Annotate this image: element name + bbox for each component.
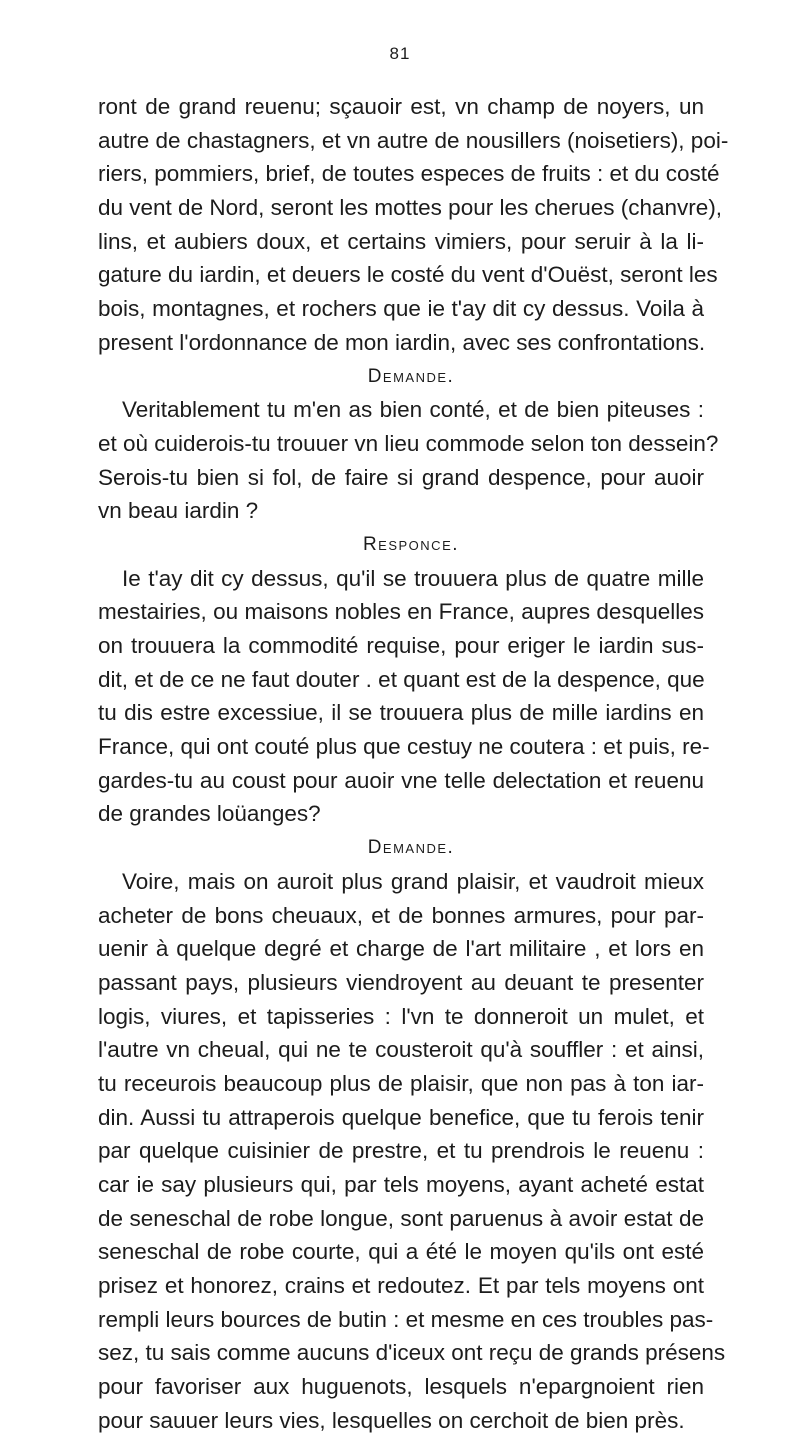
text-line: de grandes loüanges?: [98, 801, 321, 827]
page-number: 81: [389, 44, 411, 63]
text-line: riers, pommiers, brief, de toutes especes de fruits : et du costé: [98, 161, 720, 187]
text-line: sez, tu sais comme aucuns d'iceux ont reçu de grands présens: [98, 1340, 726, 1366]
text-line: seneschal de robe courte, qui a été le moyen qu'ils ont esté: [98, 1239, 704, 1265]
text-line: pour favoriser aux huguenots, lesquels n'epargnoient rien: [98, 1374, 704, 1400]
text-line: rempli leurs bources de butin : et mesme en ces troubles pas-: [98, 1306, 714, 1332]
text-line: autre de chastagners, et vn autre de nousillers (noisetiers), poi-: [98, 127, 729, 153]
section-heading: Demande.: [367, 365, 455, 387]
text-line: logis, viures, et tapisseries : l'vn te donneroit un mulet, et: [98, 1003, 704, 1029]
text-line: mestairies, ou maisons nobles en France, aupres desquelles: [98, 599, 704, 625]
text-line: vn beau iardin ?: [98, 498, 259, 524]
section-heading: Responce.: [362, 533, 460, 555]
paragraph: [98, 90, 729, 360]
text-line: din. Aussi tu attraperois quelque benefice, que tu ferois tenir: [98, 1104, 704, 1130]
text-line: du vent de Nord, seront les mottes pour les cherues (chanvre),: [98, 195, 723, 221]
text-line: tu dis estre excessiue, il se trouuera plus de mille iardins en: [98, 700, 704, 726]
text-line: Ie t'ay dit cy dessus, qu'il se trouuera plus de quatre mille: [122, 565, 704, 591]
text-line: gardes-tu au coust pour auoir vne telle delectation et reuenu: [98, 767, 704, 793]
text-line: Serois-tu bien si fol, de faire si grand despence, pour auoir: [98, 464, 704, 490]
text-line: Voire, mais on auroit plus grand plaisir, et vaudroit mieux: [122, 868, 704, 894]
text-line: passant pays, plusieurs viendroyent au deuant te presenter: [98, 969, 704, 995]
text-line: bois, montagnes, et rochers que ie t'ay dit cy dessus. Voila à: [98, 296, 704, 322]
text-line: par quelque cuisinier de prestre, et tu prendrois le reuenu :: [98, 1138, 704, 1164]
text-line: gature du iardin, et deuers le costé du vent d'Ouëst, seront les: [98, 262, 718, 288]
paragraph: [98, 865, 726, 1438]
text-line: et où cuiderois-tu trouuer vn lieu commode selon ton dessein?: [98, 430, 719, 456]
text-line: present l'ordonnance de mon iardin, avec ses confrontations.: [98, 329, 706, 355]
text-line: acheter de bons cheuaux, et de bonnes armures, pour par-: [98, 902, 704, 928]
text-line: France, qui ont couté plus que cestuy ne coutera : et puis, re-: [98, 734, 710, 760]
text-line: pour sauuer leurs vies, lesquelles on cerchoit de bien près.: [98, 1407, 685, 1433]
paragraph: [98, 562, 710, 832]
section-heading: Demande.: [367, 837, 455, 859]
paragraph: [98, 393, 719, 528]
text-line: uenir à quelque degré et charge de l'art militaire , et lors en: [98, 936, 704, 962]
text-line: ront de grand reuenu; sçauoir est, vn champ de noyers, un: [98, 94, 704, 119]
text-line: dit, et de ce ne faut douter . et quant est de la despence, que: [98, 666, 705, 692]
text-line: lins, et aubiers doux, et certains vimiers, pour seruir à la li-: [98, 228, 704, 254]
text-line: prisez et honorez, crains et redoutez. Et par tels moyens ont: [98, 1273, 704, 1299]
text-line: l'autre vn cheual, qui ne te cousteroit qu'à souffler : et ainsi,: [98, 1037, 704, 1063]
text-line: Veritablement tu m'en as bien conté, et de bien piteuses :: [122, 397, 704, 423]
text-line: on trouuera la commodité requise, pour eriger le iardin sus-: [98, 633, 704, 658]
page-body: [98, 90, 729, 1438]
text-line: de seneschal de robe longue, sont paruenus à avoir estat de: [98, 1205, 704, 1231]
text-line: tu receurois beaucoup plus de plaisir, que non pas à ton iar-: [98, 1070, 704, 1096]
text-line: car ie say plusieurs qui, par tels moyens, ayant acheté estat: [98, 1172, 704, 1197]
